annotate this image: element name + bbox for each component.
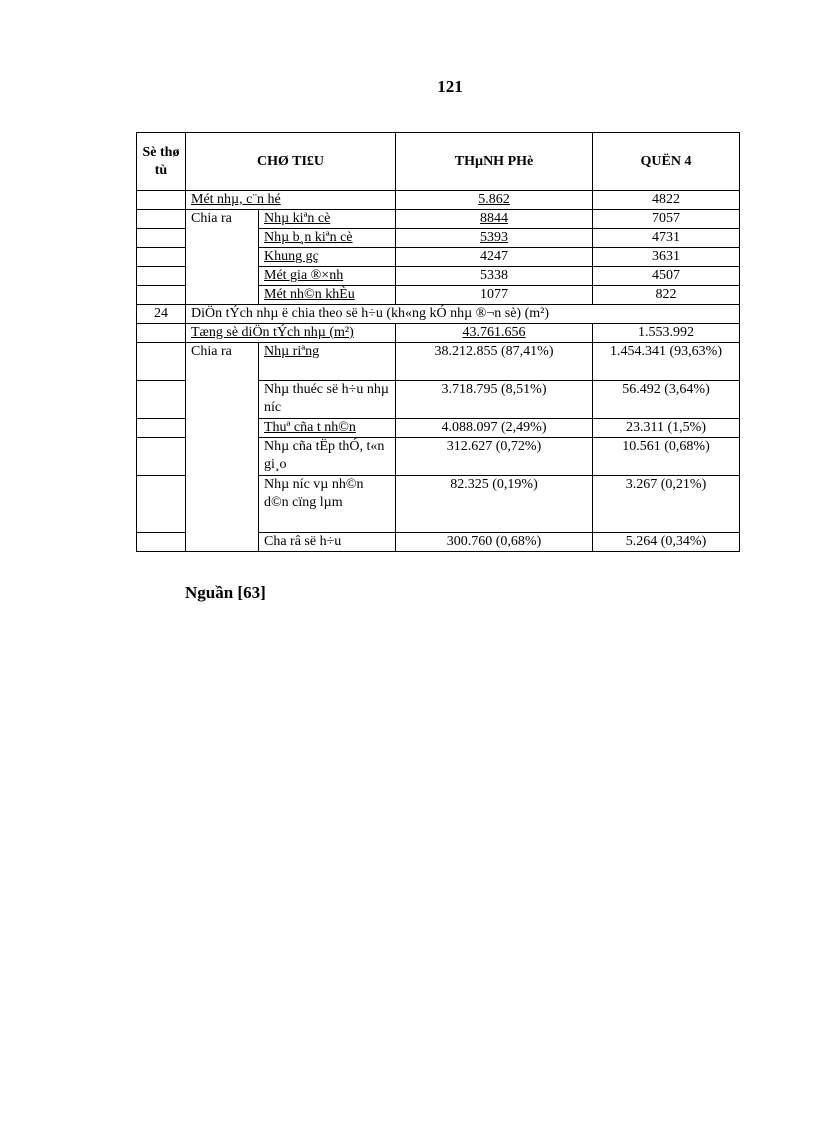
district-value: 3631 xyxy=(593,248,740,267)
header-city: THµNH PHè xyxy=(396,133,593,191)
city-value: 8844 xyxy=(396,210,593,229)
district-value: 5.264 (0,34%) xyxy=(593,533,740,552)
header-indicator: CHØ TI£U xyxy=(186,133,396,191)
ownership-label: Chia ra xyxy=(186,343,259,552)
table-row xyxy=(137,210,740,229)
header-stt: Sè thø tù xyxy=(137,133,186,191)
district-value: 23.311 (1,5%) xyxy=(593,419,740,438)
district-value: 3.267 (0,21%) xyxy=(593,476,740,533)
district-value: 1.454.341 (93,63%) xyxy=(593,343,740,381)
table-row xyxy=(137,191,740,210)
row-label: Mét gia ®×nh xyxy=(259,267,396,286)
statistics-table xyxy=(136,132,740,552)
row-label: Nhµ kiªn cè xyxy=(259,210,396,229)
city-value: 1077 xyxy=(396,286,593,305)
row-label: Tæng sè diÖn tÝch nhµ (m²) xyxy=(186,324,396,343)
district-value: 10.561 (0,68%) xyxy=(593,438,740,476)
row-label: Nhµ b¸n kiªn cè xyxy=(259,229,396,248)
district-value: 1.553.992 xyxy=(593,324,740,343)
city-value: 5393 xyxy=(396,229,593,248)
city-value: 38.212.855 (87,41%) xyxy=(396,343,593,381)
breakdown-label: Chia ra xyxy=(186,210,259,305)
city-value: 5338 xyxy=(396,267,593,286)
city-value: 4247 xyxy=(396,248,593,267)
city-value: 43.761.656 xyxy=(396,324,593,343)
section-stt: 24 xyxy=(137,305,186,324)
city-value: 4.088.097 (2,49%) xyxy=(396,419,593,438)
district-value: 7057 xyxy=(593,210,740,229)
row-label: Mét nh©n khÈu xyxy=(259,286,396,305)
row-label: Nhµ cña tËp thÓ, t«n gi¸o xyxy=(259,438,396,476)
city-value: 300.760 (0,68%) xyxy=(396,533,593,552)
page-number: 121 xyxy=(437,77,463,96)
header-district: QUËN 4 xyxy=(593,133,740,191)
row-label: Khung gç xyxy=(259,248,396,267)
city-value: 82.325 (0,19%) xyxy=(396,476,593,533)
row-label: Mét nhµ, c¨n hé xyxy=(186,191,396,210)
district-value: 4822 xyxy=(593,191,740,210)
table-row xyxy=(137,324,740,343)
section-title: DiÖn tÝch nhµ ë chia theo së h÷u (kh«ng kÓ nhµ ®¬n sè) (m²) xyxy=(186,305,740,324)
city-value: 3.718.795 (8,51%) xyxy=(396,381,593,419)
city-value: 5.862 xyxy=(396,191,593,210)
table-header-row xyxy=(137,133,740,191)
row-label: Nhµ riªng xyxy=(259,343,396,381)
district-value: 4507 xyxy=(593,267,740,286)
row-label: Cha râ së h÷u xyxy=(259,533,396,552)
row-label: Nhµ níc vµ nh©n d©n cïng lµm xyxy=(259,476,396,533)
table-row xyxy=(137,343,740,381)
row-label: Thuª cña t nh©n xyxy=(259,419,396,438)
row-label: Nhµ thuéc së h÷u nhµ níc xyxy=(259,381,396,419)
district-value: 56.492 (3,64%) xyxy=(593,381,740,419)
source-note: Nguần [63] xyxy=(185,583,266,602)
district-value: 4731 xyxy=(593,229,740,248)
city-value: 312.627 (0,72%) xyxy=(396,438,593,476)
district-value: 822 xyxy=(593,286,740,305)
section-row xyxy=(137,305,740,324)
